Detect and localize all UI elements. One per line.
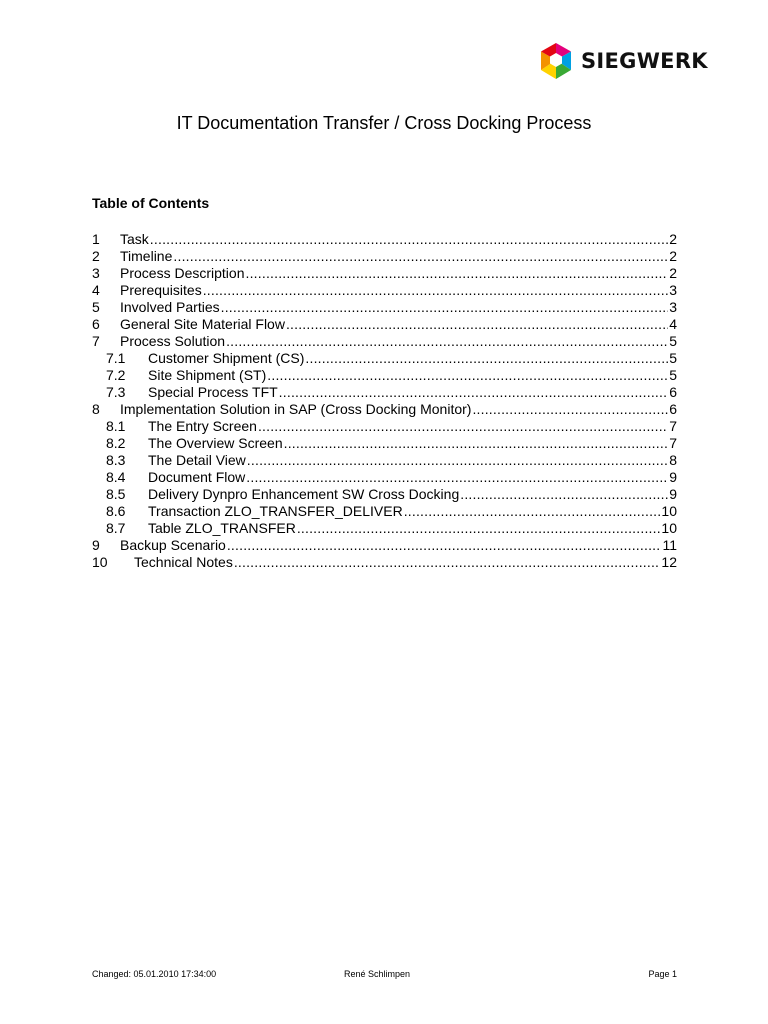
toc-entry-number: 7.3 — [106, 384, 126, 400]
toc-dot-leader — [279, 384, 669, 401]
toc-entry-label: Customer Shipment (CS) — [148, 350, 305, 366]
toc-entry[interactable] — [92, 316, 677, 333]
toc-entry-number: 8.6 — [106, 503, 126, 519]
toc-entry-page: 3 — [669, 299, 677, 315]
toc-entry-label: Transaction ZLO_TRANSFER_DELIVER — [148, 503, 403, 519]
toc-entry-label: Process Solution — [120, 333, 226, 349]
toc-entry-page: 9 — [669, 486, 677, 502]
toc-entry-page: 6 — [669, 401, 677, 417]
toc-dot-leader — [247, 452, 668, 469]
toc-entry-number: 8.4 — [106, 469, 126, 485]
toc-entry-number: 7.2 — [106, 367, 126, 383]
toc-entry-label: Prerequisites — [120, 282, 202, 298]
toc-entry-page: 5 — [669, 367, 677, 383]
toc-entry-label: Site Shipment (ST) — [148, 367, 267, 383]
hexagon-logo-icon — [538, 42, 574, 80]
toc-entry-label: Delivery Dynpro Enhancement SW Cross Docking — [148, 486, 460, 502]
toc-dot-leader — [234, 554, 661, 571]
toc-entry-label: The Entry Screen — [148, 418, 257, 434]
toc-entry[interactable] — [92, 299, 677, 316]
toc-entry-number: 8.3 — [106, 452, 126, 468]
toc-entry-label: Involved Parties — [120, 299, 220, 315]
toc-dot-leader — [286, 316, 668, 333]
toc-entry[interactable] — [92, 333, 677, 350]
toc-entry-page: 12 — [661, 554, 677, 570]
toc-entry-page: 2 — [669, 231, 677, 247]
toc-entry[interactable] — [92, 554, 677, 571]
toc-entry[interactable] — [92, 486, 677, 503]
toc-dot-leader — [258, 418, 668, 435]
toc-dot-leader — [267, 367, 668, 384]
toc-entry-number: 8.7 — [106, 520, 126, 536]
toc-entry-number: 8.5 — [106, 486, 126, 502]
toc-entry-page: 10 — [661, 503, 677, 519]
toc-entry-number: 8 — [92, 401, 100, 417]
toc-entry[interactable] — [92, 469, 677, 486]
toc-dot-leader — [226, 333, 668, 350]
toc-entry-number: 9 — [92, 537, 100, 553]
document-title: IT Documentation Transfer / Cross Docking Process — [176, 113, 592, 133]
toc-dot-leader — [203, 282, 669, 299]
toc-entry-label: Special Process TFT — [148, 384, 278, 400]
footer-author: René Schlimpen — [344, 969, 411, 979]
toc-entry-page: 3 — [669, 282, 677, 298]
toc-entry-label: Timeline — [120, 248, 173, 264]
toc-dot-leader — [460, 486, 668, 503]
toc-dot-leader — [472, 401, 668, 418]
toc-entry-label: The Overview Screen — [148, 435, 283, 451]
toc-entry-label: Process Description — [120, 265, 245, 281]
toc-entry[interactable] — [92, 282, 677, 299]
toc-entry-label: The Detail View — [148, 452, 246, 468]
toc-entry[interactable] — [92, 520, 677, 537]
toc-entry-number: 3 — [92, 265, 100, 281]
toc-entry-label: Task — [120, 231, 149, 247]
toc-entry-number: 8.2 — [106, 435, 126, 451]
toc-entry-number: 5 — [92, 299, 100, 315]
toc-entry-page: 9 — [669, 469, 677, 485]
toc-entry-page: 10 — [661, 520, 677, 536]
toc-entry-number: 7.1 — [106, 350, 126, 366]
toc-entry[interactable] — [92, 401, 677, 418]
table-of-contents — [92, 231, 677, 571]
toc-entry[interactable] — [92, 367, 677, 384]
toc-entry-number: 6 — [92, 316, 100, 332]
toc-entry-number: 4 — [92, 282, 100, 298]
toc-entry-label: Document Flow — [148, 469, 246, 485]
toc-entry-page: 2 — [669, 248, 677, 264]
toc-entry-label: General Site Material Flow — [120, 316, 285, 332]
toc-heading: Table of Contents — [92, 195, 210, 211]
toc-entry-label: Technical Notes — [134, 554, 233, 570]
toc-entry-number: 10 — [92, 554, 108, 570]
toc-entry-number: 1 — [92, 231, 100, 247]
siegwerk-logo — [538, 42, 708, 80]
toc-dot-leader — [284, 435, 669, 452]
toc-entry-page: 5 — [669, 350, 677, 366]
toc-entry[interactable] — [92, 435, 677, 452]
toc-entry[interactable] — [92, 452, 677, 469]
toc-entry-page: 2 — [669, 265, 677, 281]
toc-entry-page: 7 — [669, 435, 677, 451]
toc-entry[interactable] — [92, 537, 677, 554]
toc-dot-leader — [246, 469, 668, 486]
toc-entry[interactable] — [92, 265, 677, 282]
toc-dot-leader — [305, 350, 668, 367]
toc-entry-number: 7 — [92, 333, 100, 349]
toc-dot-leader — [227, 537, 662, 554]
toc-entry-page: 11 — [662, 537, 677, 553]
toc-entry-label: Table ZLO_TRANSFER — [148, 520, 296, 536]
toc-entry[interactable] — [92, 503, 677, 520]
footer-changed: Changed: 05.01.2010 17:34:00 — [92, 969, 217, 979]
toc-dot-leader — [150, 231, 668, 248]
toc-entry-page: 4 — [669, 316, 677, 332]
toc-entry-page: 7 — [669, 418, 677, 434]
toc-dot-leader — [221, 299, 669, 316]
toc-entry-page: 6 — [669, 384, 677, 400]
toc-entry-number: 2 — [92, 248, 100, 264]
footer-page-number: Page 1 — [648, 969, 677, 979]
toc-entry-label: Implementation Solution in SAP (Cross Docking Monitor) — [120, 401, 472, 417]
toc-dot-leader — [297, 520, 661, 537]
toc-entry[interactable] — [92, 350, 677, 367]
toc-entry[interactable] — [92, 418, 677, 435]
toc-dot-leader — [404, 503, 661, 520]
toc-entry-page: 5 — [669, 333, 677, 349]
toc-entry[interactable] — [92, 248, 677, 265]
toc-dot-leader — [173, 248, 668, 265]
logo-text: SIEGWERK — [581, 49, 708, 73]
toc-entry-label: Backup Scenario — [120, 537, 226, 553]
toc-entry-number: 8.1 — [106, 418, 126, 434]
toc-entry-page: 8 — [669, 452, 677, 468]
toc-dot-leader — [246, 265, 669, 282]
toc-entry[interactable] — [92, 384, 677, 401]
toc-entry[interactable] — [92, 231, 677, 248]
